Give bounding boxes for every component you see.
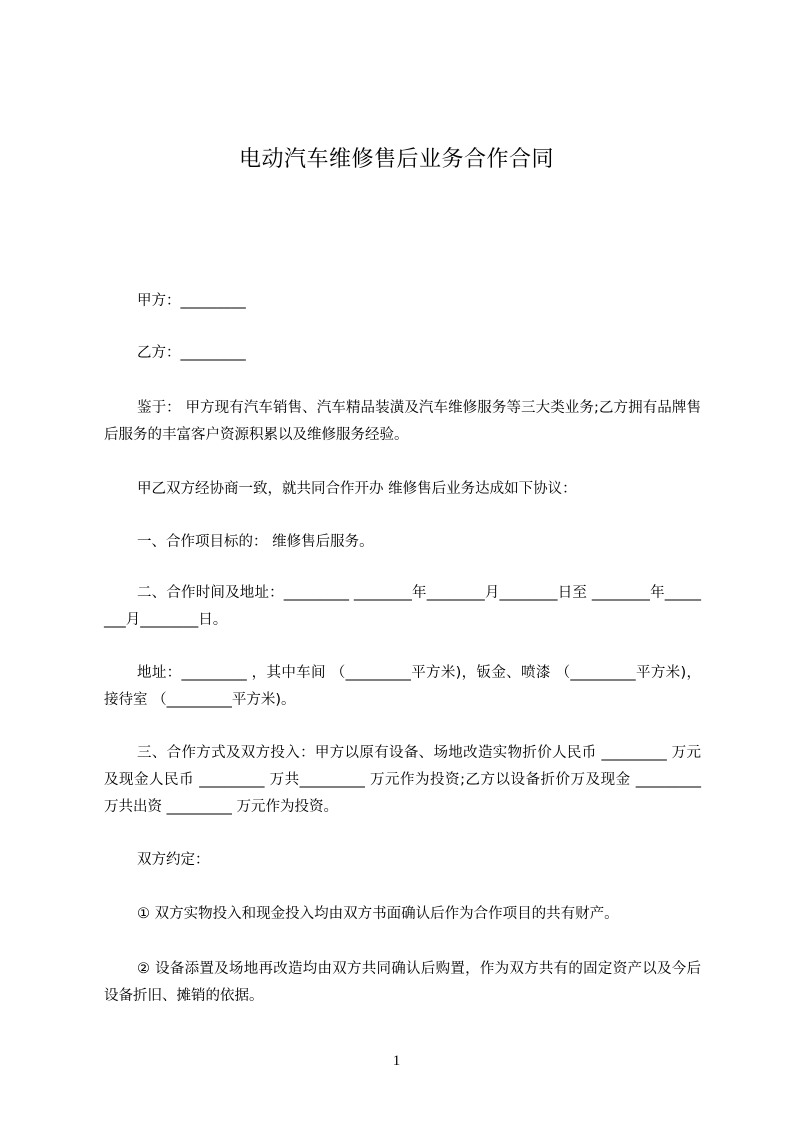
clause-2-paragraph: 二、合作时间及地址：_________ ________年________月________日至 ________年________月________日。 [104,585,701,628]
agreement-intro-paragraph: 甲乙双方经协商一致，就共同合作开办 维修售后业务达成如下协议： [137,481,577,497]
whereas-paragraph: 鉴于： 甲方现有汽车销售、汽车精品装潢及汽车维修服务等三大类业务;乙方拥有品牌售后服务的丰富客户资源积累以及维修服务经验。 [104,400,701,443]
document-title: 电动汽车维修售后业务合作合同 [238,147,554,172]
page-number: 1 [392,1053,401,1069]
clause-3-paragraph: 三、合作方式及双方投入：甲方以原有设备、场地改造实物折价人民币 _________ 万元及现金人民币 _________ 万共_________ 万元作为投资;乙方以设备折价万及现金 _________ 万共出资 _________ 万元作为投资。 [104,745,701,815]
agreement-item-1: ① 双方实物投入和现金投入均由双方书面确认后作为合作项目的共有财产。 [137,906,619,922]
mutual-agreement-heading: 双方约定： [137,852,210,868]
address-paragraph: 地址：_________ ，其中车间 （_________平方米)，钣金、喷漆 （_________平方米)，接待室 （_________平方米)。 [104,665,701,708]
agreement-item-2: ② 设备添置及场地再改造均由双方共同确认后购置，作为双方共有的固定资产以及今后设备折旧、摊销的依据。 [104,961,701,1004]
party-a-line: 甲方：_________ [137,293,246,309]
clause-1-paragraph: 一、合作项目标的： 维修售后服务。 [137,534,374,550]
party-b-line: 乙方：_________ [137,345,246,361]
